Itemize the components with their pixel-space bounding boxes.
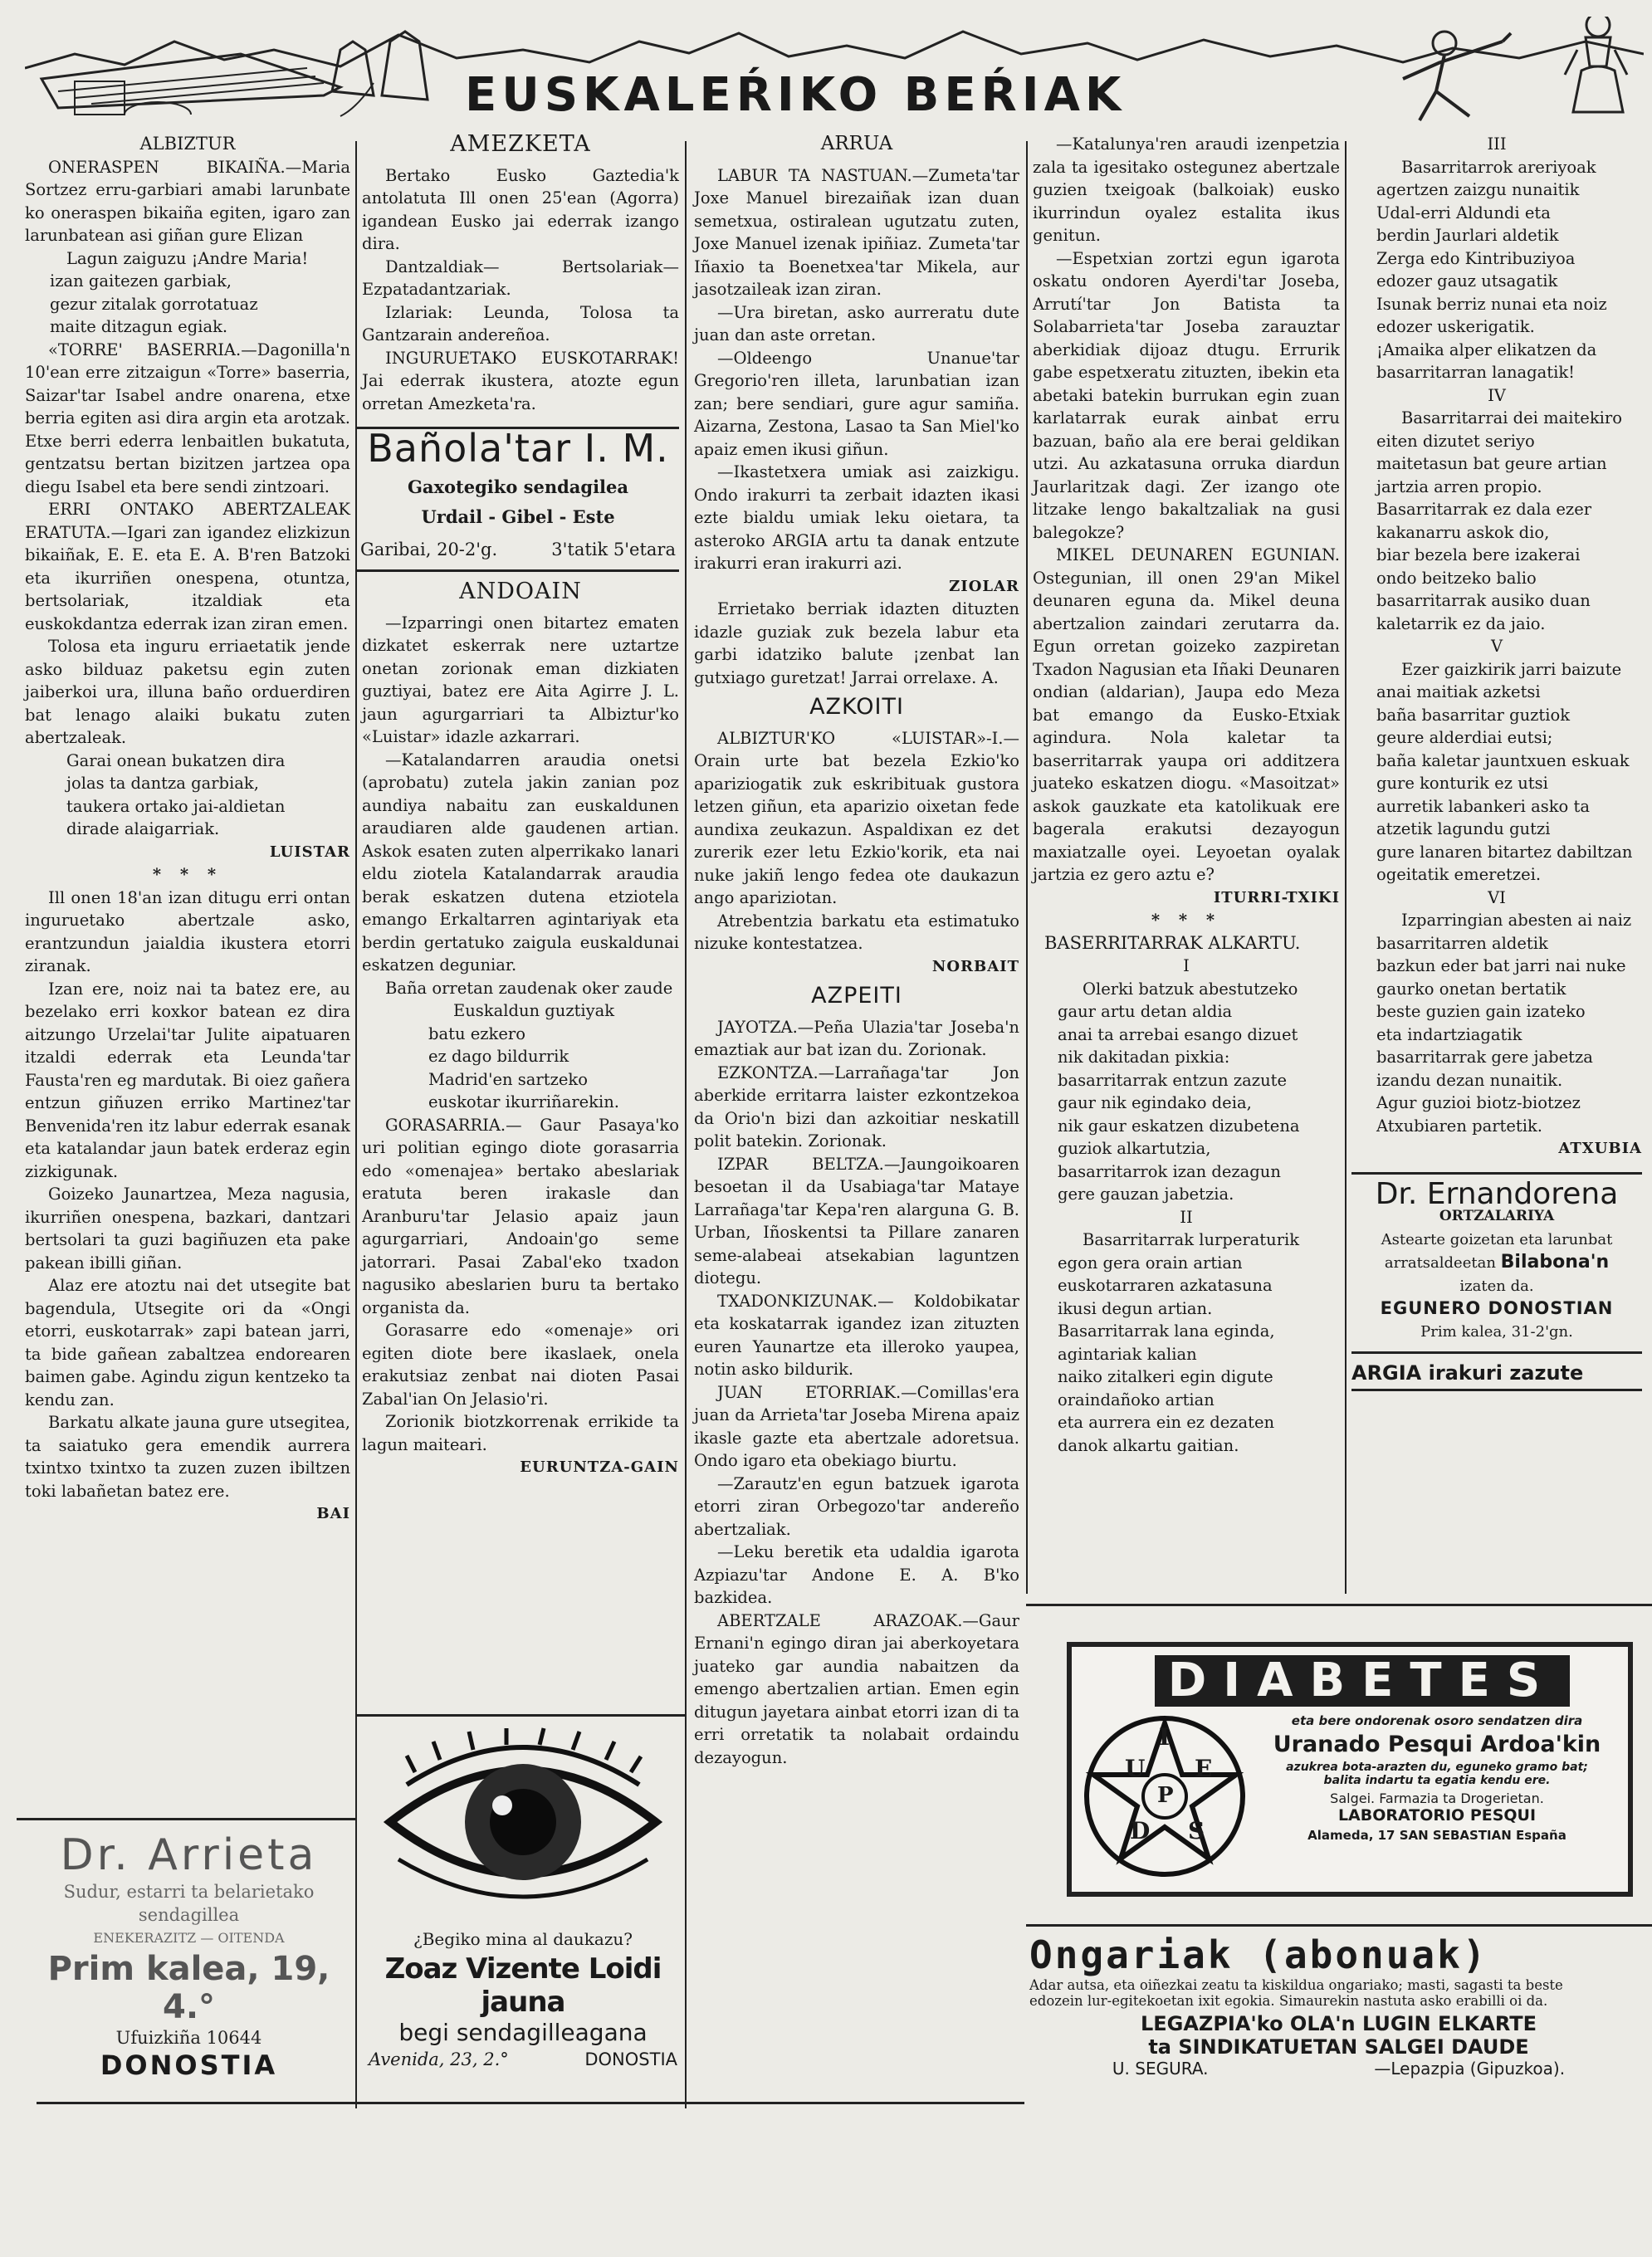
ad-hours: 3'tatik 5'etara — [551, 539, 676, 559]
verse-line: naiko zitalkeri egin digute — [1058, 1367, 1273, 1386]
signature: ITURRI-TXIKI — [1213, 888, 1340, 906]
verse-line: maitetasun bat geure artian — [1376, 454, 1607, 473]
verse-line: Udal-erri Aldundi eta — [1376, 203, 1551, 222]
paragraph: —Katalunya'ren araudi izenpetzia zala ta igesitako ostegunez abertzale guzien txeigoak (balkoiak) eusko ikurrindun oyalez estalita ikus genitun. — [1033, 134, 1340, 245]
ad-line: arratsaldeetan — [1384, 1254, 1496, 1272]
section-heading: AZKOITI — [809, 694, 904, 720]
verse-line: Garai onean bukatzen dira — [66, 750, 286, 770]
ad-diabetes — [1067, 1642, 1633, 1897]
verse-line: Basarritarrak lurperaturik — [1083, 1230, 1300, 1249]
verse-line: gaur nik egindako deia, — [1058, 1093, 1252, 1112]
verse-line: ez dago bildurrik — [428, 1047, 569, 1066]
column-amezketa-andoain — [362, 133, 679, 1479]
paragraph: Izlariak: Leunda, Tolosa ta Gantzarain andereñoa. — [362, 302, 679, 344]
ad-line: Sudur, estarri ta belarietako — [63, 1882, 315, 1902]
verse-line: euskotar ikurriñarekin. — [428, 1092, 619, 1111]
verse-line: gaurko onetan bertatik — [1376, 979, 1566, 999]
verse-line: basarritarrak ausiko duan — [1376, 591, 1591, 610]
horizontal-rule — [17, 1818, 355, 1820]
ad-line: eta bere ondorenak osoro sendatzen dira — [1291, 1713, 1583, 1728]
ad-address: Alameda, 17 SAN SEBASTIAN España — [1307, 1828, 1566, 1843]
verse-line: ikusi degun artian. — [1058, 1298, 1213, 1318]
paragraph: ALBIZTUR'KO «LUISTAR»-I.— Orain urte bat bezela Ezkio'ko apariziogatik zuk eskribituak gustora letzen giñun, eta aparizio oixetan fede aundixa zeukazun. Aspaldixan ez det zurerik ezer letu Ezkio'korik, eta nai nuke jakiñ lengo fedea ote daukazun ango apariziotan. — [694, 728, 1019, 907]
verse-line: danok alkartu gaitian. — [1058, 1435, 1239, 1455]
verse-line: anai ta arrebai esango dizuet — [1058, 1024, 1298, 1044]
ad-question: ¿Begiko mina al daukazu? — [413, 1929, 633, 1949]
verse-line: aurretik labankeri asko ta — [1376, 796, 1590, 816]
verse-line: taukera ortako jai-aldietan — [66, 796, 286, 816]
horizontal-rule — [37, 2102, 1024, 2104]
horizontal-rule — [357, 1714, 685, 1717]
signature: NORBAIT — [931, 957, 1019, 975]
verse-line: ogeitatik emeretzei. — [1376, 865, 1542, 884]
paragraph: Zorionik biotzkorrenak errikide ta lagun maiteari. — [362, 1412, 679, 1454]
ad-address: Avenida, 23, 2.° — [369, 2049, 509, 2069]
ad-lab: LABORATORIO PESQUI — [1337, 1806, 1537, 1825]
verse-line: agintariak kalian — [1058, 1344, 1197, 1364]
ad-line: sendagillea — [138, 1905, 240, 1925]
paragraph: Dantzaldiak— Bertsolariak— Ezpatadantzariak. — [362, 256, 679, 299]
ad-address: Prim kalea, 31-2'gn. — [1420, 1322, 1573, 1341]
verse-line: basarritarrak gere jabetza — [1376, 1048, 1593, 1067]
column-rule — [1345, 141, 1347, 1594]
signature: ATXUBIA — [1558, 1140, 1642, 1157]
verse-line: baña kaletar jauntxuen eskuak — [1376, 750, 1630, 770]
ad-ongariak — [1029, 1932, 1648, 2079]
paragraph: LABUR TA NASTUAN.—Zumeta'tar Joxe Manuel birezaiñak izan duan semetxua, ostiralean ugutzatu zuten, Joxe Manuel izenak ipiñiaz. Zumeta'tar Iñaxio ta Boenetxea'tar Mikela, aur jasotzaileak izan ziran. — [694, 165, 1019, 299]
paragraph: IZPAR BELTZA.—Jaungoikoaren besoetan il da Usabiaga'tar Mataye Larrañaga'tar Kepa'ren alarguna G. B. Urban, Iñoskentsi ta Pillare zanaren seme-alabeai atsekabian laguntzen diotegu. — [694, 1154, 1019, 1287]
verse-line: anai maitiak azketsi — [1376, 682, 1541, 701]
column-arrua-azkoiti-azpeiti — [694, 133, 1019, 1769]
paragraph: Izan ere, noiz nai ta batez ere, au bezelako erri koxkor batean ez dira aitzungo Urzelai'tar Julite aipatuaren itzaldi ederrak eta Leunda'tar Fausta'ren eg mardutak. Bi oiez gañera entzun giñuzen erriko Martinez'tar Benvenida'ren itz labur ederrak esanak eta katalandar jaun batek erderaz egin zizkigunak. — [25, 979, 350, 1181]
ad-title: Dr. Ernandorena — [1375, 1176, 1619, 1211]
verse-line: berdin Jaurlari aldetik — [1376, 226, 1559, 245]
stanza — [1351, 658, 1642, 887]
signature: BAI — [316, 1505, 350, 1522]
stanza-number: III — [1487, 134, 1507, 154]
column-rule — [1026, 141, 1028, 1594]
stanza-number: II — [1180, 1207, 1193, 1227]
ad-city: DONOSTIA — [100, 2049, 278, 2081]
ad-line: EGUNERO DONOSTIAN — [1380, 1298, 1614, 1318]
paragraph: —Leku beretik eta udaldia igarota Azpiazu'tar Andone E. A. B'ko bazkidea. — [694, 1542, 1019, 1607]
ad-line: edozein lur-egitekoetan ixit egokia. Simaurekin nastuta asko erabilli oi da. — [1029, 1993, 1548, 2009]
ad-line: LEGAZPIA'ko OLA'n LUGIN ELKARTE — [1140, 2012, 1537, 2035]
ad-line: Salgei. Farmazia ta Drogerietan. — [1330, 1790, 1544, 1806]
ad-line: Gaxotegiko sendagilea — [407, 476, 628, 497]
verse-line: Lagun zaiguzu ¡Andre Maria! — [66, 248, 309, 268]
stanza-number: VI — [1488, 887, 1506, 907]
verse-line: basarritarren aldetik — [1376, 933, 1548, 953]
separator-stars: * * * — [152, 865, 223, 884]
separator-stars: * * * — [1151, 911, 1222, 930]
verse-line: maite ditzagun egiak. — [50, 317, 228, 336]
verse-line: Basarritarrai dei maitekiro — [1401, 408, 1622, 427]
verse-line: Zerga edo Kintribuziyoa — [1376, 248, 1576, 268]
verse-line: atzetik lagundu gutzi — [1376, 819, 1551, 838]
stanza-number: IV — [1488, 385, 1506, 405]
signature: ZIOLAR — [949, 577, 1019, 595]
ad-city: DONOSTIA — [584, 2049, 677, 2069]
ad-dr-arrieta — [25, 1830, 353, 2081]
ad-address: —Lepazpia (Gipuzkoa). — [1374, 2059, 1566, 2079]
horizontal-rule — [1026, 1924, 1652, 1927]
paragraph: Errietako berriak idazten dituzten idazle guziak zuk bezela labur eta garbi idatziko balute ¡zenbat lan gutxiago guretzat! Jarrai orrelaxe. A. — [694, 599, 1019, 687]
verse-line: basarritarran lanagatik! — [1376, 363, 1575, 382]
column-albiztur — [25, 133, 350, 1526]
masthead — [25, 17, 1644, 125]
verse-line: baña basarritar guztiok — [1376, 705, 1571, 725]
verse-line: Atxubiaren partetik. — [1376, 1116, 1542, 1136]
verse-line: eiten dizutet seriyo — [1376, 431, 1535, 451]
paragraph: GORASARRIA.— Gaur Pasaya'ko uri politian egingo diote gorasarria edo «omenajea» bertako abeslariak eratuta beren irakasle dan Aranburu'tar Jelasio apaiz jaun agurgarriari, Andoain'go seme jatorrari. Pasai Zabal'eko txadon nagusiko abeslarien buru ta bertako organista da. — [362, 1115, 679, 1317]
verse-line: kakanarru askok dio, — [1376, 522, 1550, 542]
verse-line: Agur guzioi biotz-biotzez — [1376, 1093, 1581, 1112]
verse-line: nik dakitadan pixkia: — [1058, 1048, 1230, 1067]
paragraph: EZKONTZA.—Larrañaga'tar Jon aberkide erritarra laister ezkontzekoa da Orio'n bizi dan azkoitiar neskatill polit batekin. Zorionak. — [694, 1063, 1019, 1150]
ad-line: azukrea bota-arazten du, eguneko gramo bat; — [1286, 1761, 1588, 1774]
ad-title: DIABETES — [1155, 1655, 1570, 1707]
ad-line: begi sendagilleagana — [398, 2019, 648, 2046]
stanza-number: V — [1490, 637, 1503, 656]
paragraph: Bertako Eusko Gaztedia'k antolatuta Ill onen 25'ean (Agorra) igandean Eusko jai ederrak izango dira. — [362, 165, 679, 253]
paragraph: JAYOTZA.—Peña Ulazia'tar Joseba'n emaztiak aur bat izan du. Zorionak. — [694, 1017, 1019, 1059]
stanza — [1351, 407, 1642, 635]
paragraph: ABERTZALE ARAZOAK.—Gaur Ernani'n egingo diran jai aberkoyetara juateko gar aundia nabaitzen da emengo abertzalien artian. Emen egin ditugun jayetara ainbat etorri izan di ta erri orretatik ta nolabait ordaindu dezayogun. — [694, 1610, 1019, 1767]
paragraph: Alaz ere atoztu nai det utsegite bat bagendula, Utsegite ori da «Ongi etorri, euskotarrak» zapi batean jarri, ta bide gañean zabaltzea endorearen baimen gabe. Agindu zigun kentzeko ta kendu zan. — [25, 1276, 350, 1409]
stanza-number: I — [1183, 956, 1190, 975]
paragraph: —Izparringi onen bitartez ematen dizkatet eskerrak nere uztartze onetan zorionak eman dizkiaten guztiyai, batez ere Aita Agirre J. L. jaun agurgarriari ta Albiztur'ko «Luistar» idazle azkarrari. — [362, 613, 679, 746]
stanza — [1351, 156, 1642, 384]
paragraph: MIKEL DEUNAREN EGUNIAN. Ostegunian, ill onen 29'an Mikel deunaren eguna da. Mikel deuna abertzalion zaindari zerutarra da. Egun orretan goizeko zazpiretan Txadon Nagusian eta Iñaki Deunaren ondian (aldarian), Jaupa edo Meza bat emango da Eusko-Etxiak agindura. Nola kaletar ta baserritarrak yaupa ori additzera juateko eskatzen diogu. «Masoitzat» askok gauzkate eta katolikuak ere bagerala erakutsi dezayogun maxiatzalle oyei. Leyoetan oyalak jartzia ez gero aztu e? — [1033, 545, 1340, 884]
ad-title: Bañola'tar I. M. — [367, 426, 669, 471]
section-heading: AZPEITI — [811, 983, 902, 1009]
ad-line: ORTZALARIYA — [1439, 1208, 1555, 1224]
column-stanzas — [1351, 133, 1642, 1391]
verse-line: Ezer gaizkirik jarri baizute — [1401, 659, 1622, 679]
seal-letter: D — [1130, 1817, 1151, 1844]
paragraph: «TORRE' BASERRIA.—Dagonilla'n 10'ean erre zitzaigun «Torre» baserria, Saizar'tar Isabel andre onarena, etxe berria egiten asi dira argin eta arotzak. Etxe berri ederra lenbaitlen bukatuta, gentzatsu bertan bizitzen jartzea opa diegu Isabel eta bere sendi zintzoari. — [25, 340, 350, 496]
ad-line: izaten da. — [1459, 1277, 1534, 1295]
paragraph: TXADONKIZUNAK.— Koldobikatar eta koskatarrak igandez izan zituzten euren Yaunartze eta illeroko yaupea, notin asko bildurik. — [694, 1291, 1019, 1379]
verse-line: Basarritarrak ez dala ezer — [1376, 500, 1592, 519]
ad-title: Ongariak (abonuak) — [1029, 1932, 1488, 1977]
ad-address: Garibai, 20-2'g. — [360, 539, 498, 559]
seal-letter: E — [1195, 1755, 1213, 1782]
verse-line: ondo beitzeko balio — [1376, 568, 1537, 588]
verse-line: edozer gauz utsagatik — [1376, 271, 1558, 291]
verse-line: batu ezkero — [428, 1023, 525, 1043]
paragraph: —Ikastetxera umiak asi zaizkigu. Ondo irakurri ta zerbait idazten ikasi ezte bialdu umiak leku oietara, ta asteroko ARGIA artu ta danak entzute irakurri eran irakurri azi. — [694, 462, 1019, 573]
seal-letter: I — [1159, 1723, 1171, 1751]
verse-line: gaur artu detan aldia — [1058, 1002, 1233, 1021]
stanza — [1351, 909, 1642, 1137]
signature: EURUNTZA-GAIN — [520, 1458, 679, 1476]
stanza — [1033, 978, 1340, 1206]
paragraph: —Katalandarren araudia onetsi (aprobatu) zutela jakin zanian poz aundiya nabaitu zan euskaldunen araudiaren alde gaudenen artian. Askok esaten zuten alperrikako lanari eldu ziotela Katalandarrak araudia berak eskatzen dutena etziotela emango Erkaltarren agintariyak eta berdin gertatuko zaigula euskaldunai eskatzen deguniar. — [362, 750, 679, 975]
section-heading: BASERRITARRAK ALKARTU. — [1044, 932, 1301, 953]
ad-address: Prim kalea, 19, 4.° — [47, 1950, 330, 2026]
section-heading: ARRUA — [820, 133, 893, 154]
verse-line: euskotarraren azkatasuna — [1058, 1276, 1273, 1295]
verse-line: beste guzien gain izateko — [1376, 1002, 1586, 1021]
verse-line: Izparringian abesten ai naiz — [1401, 911, 1632, 930]
verse-line: Isunak berriz nunai eta noiz — [1376, 294, 1607, 314]
verse-line: basarritarrak entzun zazute — [1058, 1070, 1287, 1090]
verse-line: eta indartziagatik — [1376, 1024, 1522, 1044]
column-rule — [685, 141, 687, 2108]
verse-line: oraindañoko artian — [1058, 1390, 1215, 1409]
verse-line: bazkun eder bat jarri nai nuke — [1376, 956, 1626, 975]
verse-line: jartzia arren propio. — [1376, 476, 1542, 496]
verse-line: egon gera orain artian — [1058, 1253, 1243, 1273]
ad-town: Bilabona'n — [1500, 1252, 1610, 1273]
verse-line: gure lanaren bitartez dabiltzan — [1376, 842, 1633, 862]
verse-line: Basarritarrak lana eginda, — [1058, 1321, 1275, 1341]
section-heading: AMEZKETA — [450, 131, 591, 157]
paragraph: —Espetxian zortzi egun igarota oskatu ondoren Ayerdi'tar Joseba, Arrutí'tar Jon Batista ta Solabarrieta'tar Joseba zarauztar aberkidiak dijoaz dtugu. Errurik gabe espetxeratu zituzten, ibekin eta abetaki batekin burrukan egin zuan karlatarrak eurak ainbat erru bazuan, baño ala ere berai geldikan utzi. Au azkatasuna orruka diardun Jaurlaritzak dagi. Zer izango ote litzake lengo bakaltzaliak na gusi balegokze? — [1033, 248, 1340, 542]
ad-banola — [357, 427, 679, 572]
paragraph: INGURUETAKO EUSKOTARRAK! Jai ederrak ikustera, atozte egun orretan Amezketa'ra. — [362, 348, 679, 413]
ad-ernandorena — [1351, 1172, 1642, 1355]
ad-title: Zoaz Vizente Loidi jauna — [384, 1952, 662, 2019]
paragraph: Atrebentzia barkatu eta estimatuko nizuke kontestatzea. — [694, 911, 1019, 953]
paragraph: —Ura biretan, asko aurreratu dute juan dan aste orretan. — [694, 302, 1019, 344]
paragraph: Tolosa eta inguru erriaetatik jende asko bilduaz paketsu egin zuten jaiberkoi ura, illuna baño orduerdiren bat lenago alaiki bukatu zuten abertzaleak. — [25, 637, 350, 747]
ad-product: Uranado Pesqui Ardoa'kin — [1273, 1732, 1601, 1757]
masthead-title: EUSKALEŔIKO BEŔIAK — [465, 68, 1127, 122]
ad-loidi — [365, 1727, 681, 2069]
seal-letter: P — [1157, 1783, 1174, 1808]
verse-line: kaletarrik ez da jaio. — [1376, 613, 1546, 633]
verse-line: dirade alaigarriak. — [66, 819, 220, 838]
section-heading: ANDOAIN — [459, 579, 582, 604]
paragraph: ONERASPEN BIKAIÑA.—Maria Sortzez erru-garbiari amabi larunbate ko oneraspen bikaiña egiten, igaro zan larunbatean asi giñan gure Elizan — [25, 157, 350, 245]
argia-promo: ARGIA irakuri zazute — [1351, 1362, 1642, 1391]
verse-line: jolas ta dantza garbiak, — [66, 774, 259, 793]
ad-line: ENEKERAZITZ — OITENDA — [93, 1930, 285, 1946]
seal-letter: S — [1188, 1817, 1205, 1844]
stanza — [1033, 1229, 1340, 1457]
verse-line: geure alderdiai eutsi; — [1376, 728, 1553, 747]
ad-phone: Ufuizkiña 10644 — [115, 2028, 262, 2048]
ad-title: Dr. Arrieta — [60, 1830, 318, 1880]
verse-line: Madrid'en sartzeko — [428, 1069, 588, 1089]
paragraph: Barkatu alkate jauna gure utsegitea, ta saiatuko gera emendik aurrera txintxo txintxo ta zuzen zuzen ibiltzen toki labañetan batez ere. — [25, 1413, 350, 1501]
verse-line: Euskaldun guztiyak — [453, 1001, 615, 1020]
ad-line: balita indartu ta egatia kendu ere. — [1323, 1774, 1551, 1787]
verse-line: basarritarrok izan dezagun — [1058, 1161, 1281, 1181]
verse-line: Basarritarrok areriyoak — [1401, 157, 1596, 177]
seal-letter: U — [1125, 1755, 1146, 1782]
paragraph: Gorasarre edo «omenaje» ori egiten diote bere ikaslaek, onela erakutsiaz zenbat nai dioten Pasai Zabal'ian On Jelasio'ri. — [362, 1321, 679, 1409]
verse-line: eta aurrera ein ez dezaten — [1058, 1413, 1275, 1432]
verse-line: Olerki batzuk abestutzeko — [1083, 979, 1298, 999]
ad-line: Astearte goizetan eta larunbat — [1381, 1230, 1613, 1248]
paragraph: —Oldeengo Unanue'tar Gregorio'ren illeta, larunbatian izan zan; bere sendiari, gure agur samiña. Aizarna, Zestona, Lasao ta San Miel'ko apaiz emen ikusi giñun. — [694, 348, 1019, 459]
signature: LUISTAR — [269, 843, 350, 861]
ad-line: U. SEGURA. — [1112, 2059, 1209, 2079]
verse-line: edozer uskerigatik. — [1376, 317, 1535, 336]
verse-line: nik gaur eskatzen dizubetena — [1058, 1116, 1300, 1136]
ad-line: ta SINDIKATUETAN SALGEI DAUDE — [1148, 2035, 1529, 2059]
verse-line: gezur zitalak gorrotatuaz — [50, 294, 258, 314]
ad-line: Adar autsa, eta oiñezkai zeatu ta kiskildua ongariako; masti, sagasti ta beste — [1029, 1977, 1563, 1993]
paragraph: Baña orretan zaudenak oker zaude — [385, 978, 673, 998]
ad-line: Urdail - Gibel - Este — [421, 506, 615, 527]
column-katalunya-baserritarrak — [1033, 133, 1340, 1457]
verse-line: ¡Amaika alper elikatzen da — [1376, 340, 1597, 359]
horizontal-rule — [1026, 1604, 1652, 1606]
verse-line: izandu dezan nunaitik. — [1376, 1070, 1563, 1090]
verse-line: biar bezela bere izakerai — [1376, 545, 1581, 564]
verse-line: izan gaitezen garbiak, — [50, 271, 232, 291]
paragraph: JUAN ETORRIAK.—Comillas'era juan da Arrieta'tar Joseba Mirena apaiz ikasle gazte eta abertzale adoretsua. Ondo igaro eta obekiago biurtu. — [694, 1382, 1019, 1470]
paragraph: Ill onen 18'an izan ditugu erri ontan inguruetako abertzale asko, erantzundun jaialdia ikustera etorri ziranak. — [25, 887, 350, 975]
verse-line: gere gauzan jabetzia. — [1058, 1185, 1234, 1204]
verse-line: gure konturik ez utsi — [1376, 774, 1548, 793]
paragraph: Goizeko Jaunartzea, Meza nagusia, ikurriñen onespena, bazkari, dantzari bertsolari ta guzi bagiñuzen eta pake pakean ibilli giñan. — [25, 1185, 350, 1273]
eye-illustration — [382, 1727, 664, 1917]
verse-line: agertzen zaizgu nunaitik — [1376, 180, 1580, 199]
paragraph: ERRI ONTAKO ABERTZALEAK ERATUTA.—Igari zan igandez elizkizun bikaiñak, E. E. eta E. A. B'ren Batzoki eta ikurriñen onespena, otuntza, bertsolariak, itzaldiak eta euskokdantza ederrak izan ziran emen. — [25, 500, 350, 633]
paragraph: —Zarautz'en egun batzuek igarota etorri ziran Orbegozo'tar andereño abertzaliak. — [694, 1473, 1019, 1539]
section-heading: ALBIZTUR — [139, 134, 236, 154]
verse-line: guziok alkartutzia, — [1058, 1139, 1211, 1158]
